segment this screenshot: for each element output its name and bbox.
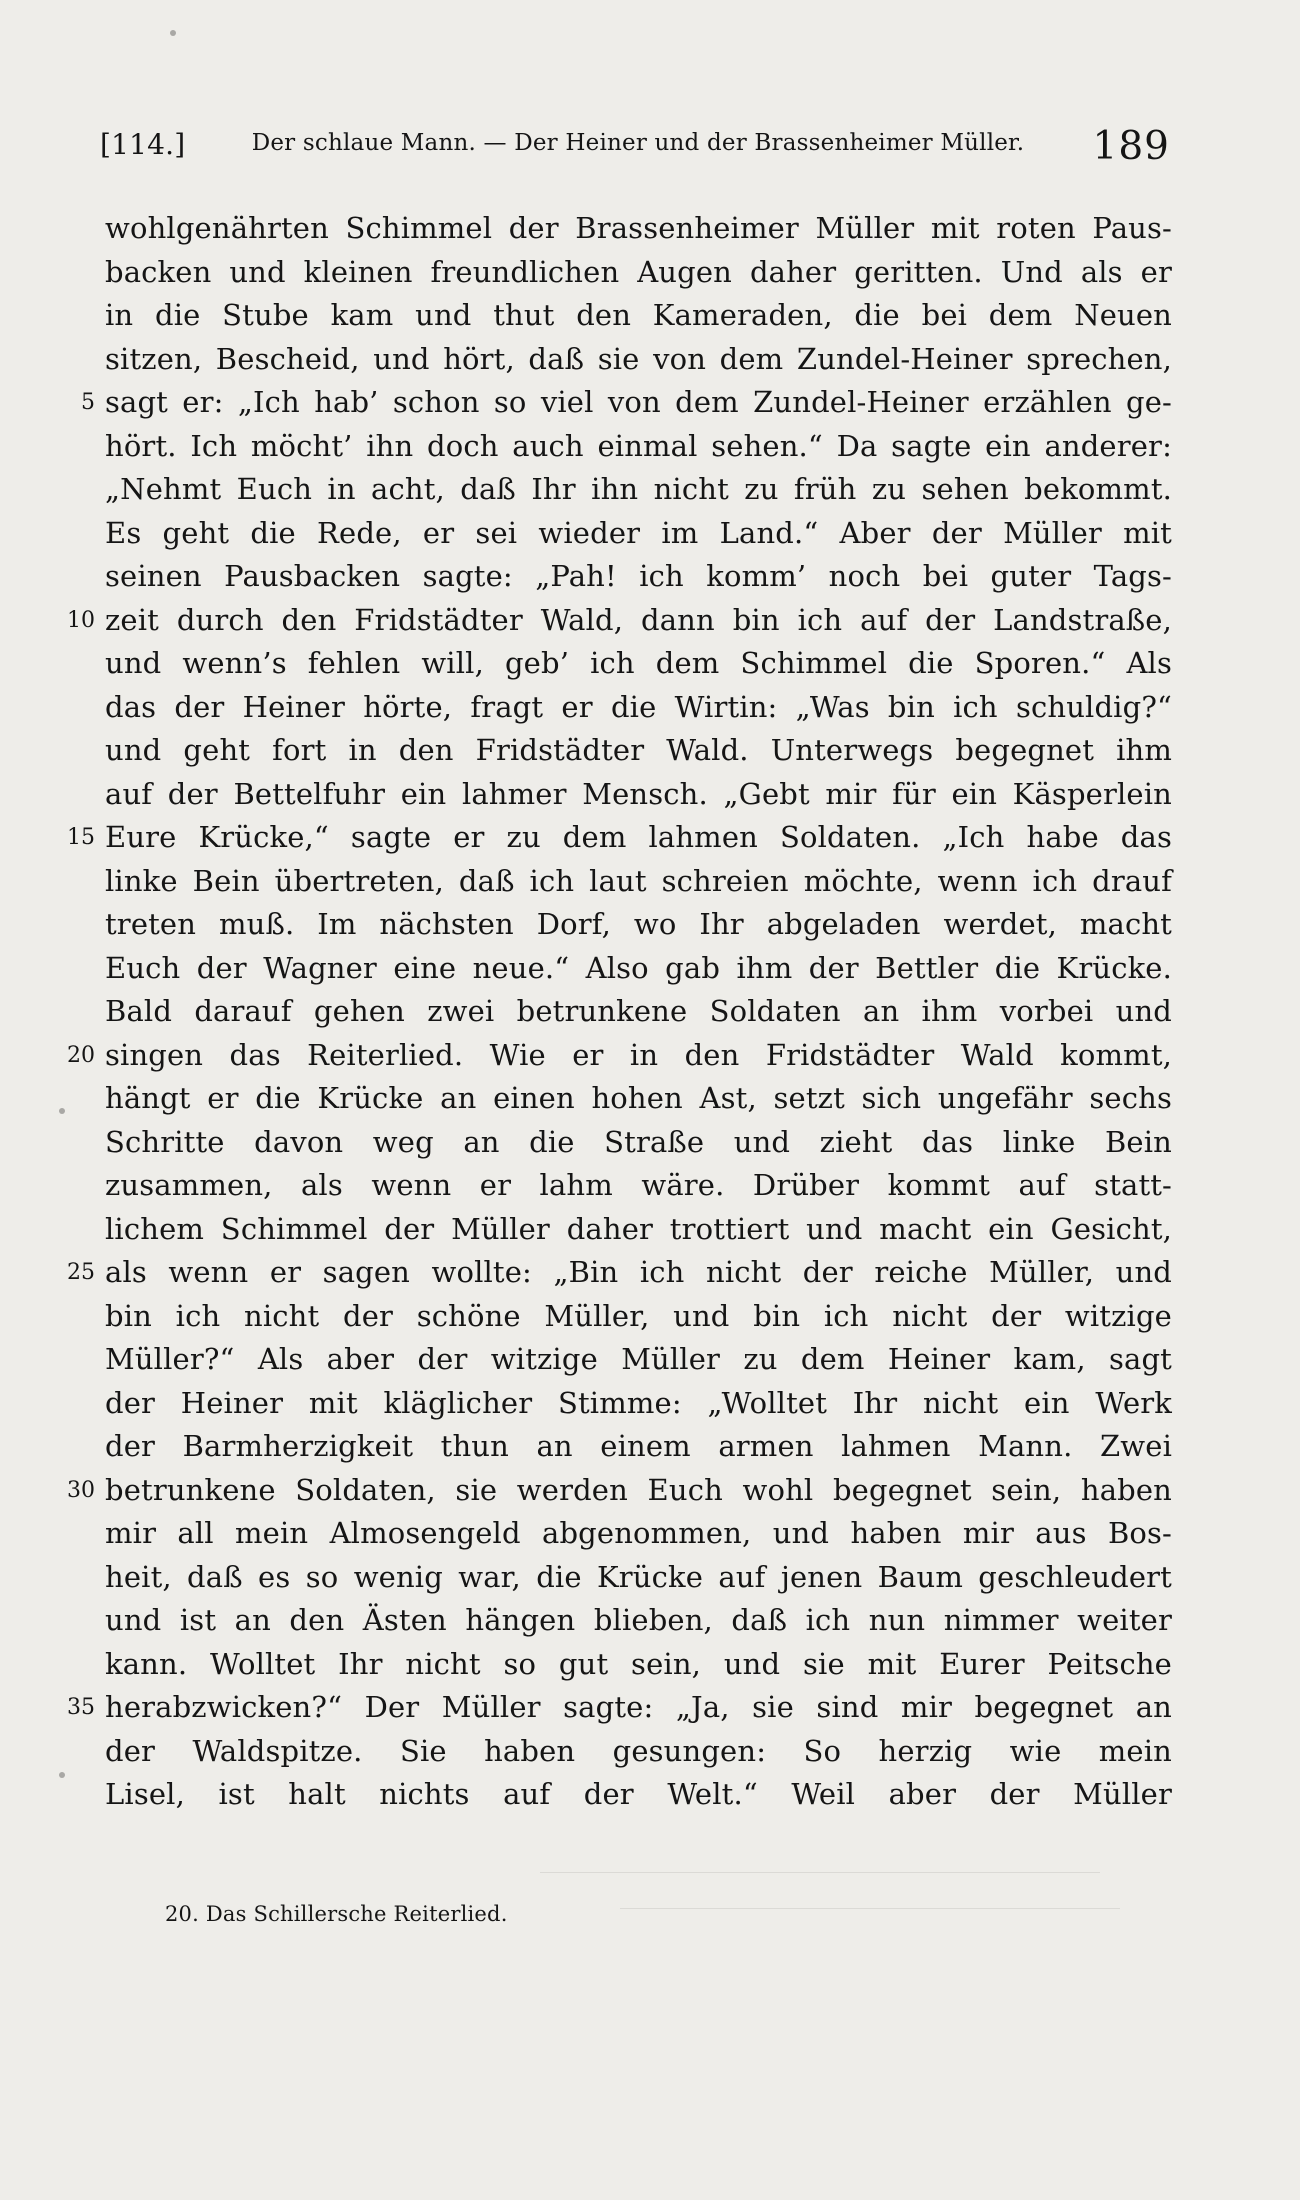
text-line — [105, 686, 1172, 730]
text-line — [105, 251, 1172, 295]
text-line — [105, 729, 1172, 773]
text-line — [105, 947, 1172, 991]
line-number: 10 — [67, 607, 95, 633]
line-number: 20 — [67, 1042, 95, 1068]
page-speck — [170, 30, 176, 36]
line-content: der Waldspitze. Sie haben gesungen: So herzig wie mein — [105, 1733, 1172, 1768]
line-number: 15 — [67, 825, 95, 850]
text-line — [105, 1121, 1172, 1165]
line-content: sitzen, Bescheid, und hört, daß sie von dem Zundel-Heiner sprechen, — [105, 341, 1172, 376]
line-content: Schritte davon weg an die Straße und zieht das linke Bein — [105, 1124, 1172, 1159]
text-line — [105, 1164, 1172, 1208]
line-content: wohlgenährten Schimmel der Brassenheimer Müller mit roten Paus- — [105, 211, 1172, 245]
text-line — [105, 1512, 1172, 1556]
line-content: Eure Krücke,“ sagte er zu dem lahmen Soldaten. „Ich habe das — [105, 820, 1172, 854]
text-line — [105, 1208, 1172, 1252]
text-line — [105, 294, 1172, 338]
line-number: 30 — [67, 1477, 95, 1503]
line-content: das der Heiner hörte, fragt er die Wirtin: „Was bin ich schuldig?“ — [105, 689, 1172, 724]
line-content: der Barmherzigkeit thun an einem armen lahmen Mann. Zwei — [105, 1429, 1172, 1463]
line-content: Es geht die Rede, er sei wieder im Land.“ Aber der Müller mit — [105, 515, 1172, 550]
body-text — [67, 207, 1172, 1817]
line-content: betrunkene Soldaten, sie werden Euch wohl begegnet sein, haben — [105, 1472, 1172, 1507]
text-line — [67, 1034, 1172, 1078]
line-content: treten muß. Im nächsten Dorf, wo Ihr abgeladen werdet, macht — [105, 907, 1172, 941]
line-content: Euch der Wagner eine neue.“ Also gab ihm der Bettler die Krücke. — [105, 950, 1172, 985]
text-line — [105, 773, 1172, 817]
text-line — [105, 642, 1172, 686]
running-header — [100, 124, 1170, 172]
text-line — [105, 903, 1172, 947]
page-speck — [59, 1772, 65, 1778]
line-content: und geht fort in den Fridstädter Wald. Unterwegs begegnet ihm — [105, 733, 1172, 767]
text-line — [67, 816, 1172, 860]
text-line — [105, 1730, 1172, 1774]
text-line — [105, 207, 1172, 251]
line-content: sagt er: „Ich hab’ schon so viel von dem Zundel-Heiner erzählen ge- — [105, 385, 1172, 419]
text-line — [105, 1599, 1172, 1643]
text-line — [67, 1686, 1172, 1730]
line-content: hört. Ich möcht’ ihn doch auch einmal sehen.“ Da sagte ein anderer: — [105, 428, 1172, 463]
line-content: Lisel, ist halt nichts auf der Welt.“ Weil aber der Müller — [105, 1777, 1172, 1811]
line-content: zeit durch den Fridstädter Wald, dann bin ich auf der Landstraße, — [105, 602, 1172, 637]
chapter-reference: [114.] — [100, 128, 186, 161]
line-content: Bald darauf gehen zwei betrunkene Soldaten an ihm vorbei und — [105, 994, 1172, 1028]
line-content: lichem Schimmel der Müller daher trottiert und macht ein Gesicht, — [105, 1211, 1172, 1246]
line-content: mir all mein Almosengeld abgenommen, und haben mir aus Bos- — [105, 1516, 1172, 1550]
text-line — [105, 1773, 1172, 1817]
text-line — [105, 1338, 1172, 1382]
text-line — [105, 338, 1172, 382]
line-content: Müller?“ Als aber der witzige Müller zu dem Heiner kam, sagt — [105, 1342, 1172, 1376]
text-line — [105, 990, 1172, 1034]
text-line — [105, 1643, 1172, 1687]
line-content: herabzwicken?“ Der Müller sagte: „Ja, sie sind mir begegnet an — [105, 1690, 1172, 1724]
line-content: als wenn er sagen wollte: „Bin ich nicht der reiche Müller, und — [105, 1255, 1172, 1289]
show-through-line — [540, 1872, 1100, 1873]
line-content: zusammen, als wenn er lahm wäre. Drüber kommt auf statt- — [105, 1168, 1172, 1202]
line-content: der Heiner mit kläglicher Stimme: „Wolltet Ihr nicht ein Werk — [105, 1385, 1172, 1420]
text-line — [105, 555, 1172, 599]
line-content: und wenn’s fehlen will, geb’ ich dem Schimmel die Sporen.“ Als — [105, 646, 1172, 680]
text-line — [105, 512, 1172, 556]
line-number: 35 — [67, 1695, 95, 1720]
line-content: auf der Bettelfuhr ein lahmer Mensch. „Gebt mir für ein Käsperlein — [105, 776, 1172, 811]
text-line — [105, 1556, 1172, 1600]
line-content: linke Bein übertreten, daß ich laut schreien möchte, wenn ich drauf — [105, 863, 1172, 898]
text-line — [67, 1469, 1172, 1513]
text-line — [81, 381, 1172, 425]
page-number: 189 — [1092, 124, 1170, 169]
text-line — [67, 599, 1172, 643]
text-line — [105, 425, 1172, 469]
footnote: 20. Das Schillersche Reiterlied. — [165, 1902, 508, 1926]
text-line — [67, 1251, 1172, 1295]
text-line — [105, 1382, 1172, 1426]
text-line — [105, 468, 1172, 512]
line-content: backen und kleinen freundlichen Augen daher geritten. Und als er — [105, 254, 1172, 289]
text-line — [105, 1425, 1172, 1469]
line-content: heit, daß es so wenig war, die Krücke auf jenen Baum geschleudert — [105, 1559, 1172, 1594]
running-title: Der schlaue Mann. — Der Heiner und der Brassenheimer Müller. — [251, 130, 1025, 156]
line-content: bin ich nicht der schöne Müller, und bin ich nicht der witzige — [105, 1298, 1172, 1333]
text-line — [105, 1295, 1172, 1339]
line-content: in die Stube kam und thut den Kameraden, die bei dem Neuen — [105, 298, 1172, 332]
line-content: und ist an den Ästen hängen blieben, daß ich nun nimmer weiter — [105, 1603, 1172, 1637]
line-content: singen das Reiterlied. Wie er in den Fridstädter Wald kommt, — [105, 1037, 1172, 1072]
line-content: kann. Wolltet Ihr nicht so gut sein, und sie mit Eurer Peitsche — [105, 1646, 1172, 1681]
text-line — [105, 860, 1172, 904]
line-content: „Nehmt Euch in acht, daß Ihr ihn nicht zu früh zu sehen bekommt. — [105, 472, 1172, 506]
line-content: seinen Pausbacken sagte: „Pah! ich komm’ noch bei guter Tags- — [105, 559, 1172, 593]
line-content: hängt er die Krücke an einen hohen Ast, setzt sich ungefähr sechs — [105, 1081, 1172, 1115]
page-speck — [59, 1108, 65, 1114]
line-number: 25 — [67, 1260, 95, 1285]
line-number: 5 — [81, 390, 95, 415]
show-through-line — [620, 1908, 1120, 1909]
text-line — [105, 1077, 1172, 1121]
